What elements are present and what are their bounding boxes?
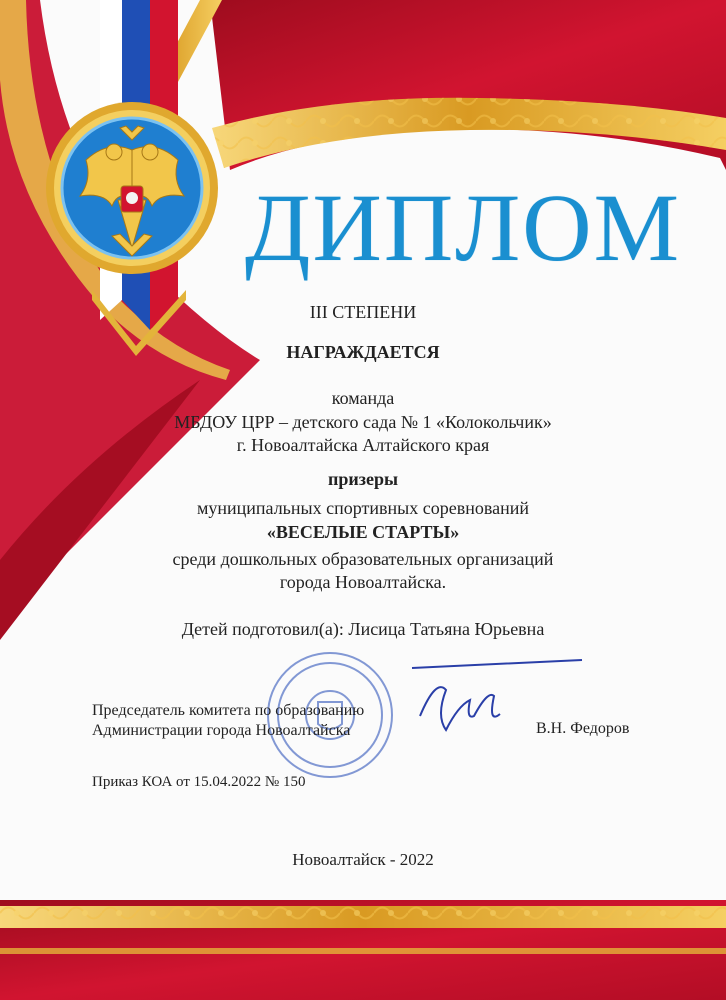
diploma-title: ДИПЛОМ [245,174,681,281]
event-name: «ВЕСЕЛЫЕ СТАРТЫ» [266,522,460,542]
chair-title-line-1: Председатель комитета по образованию [92,702,365,719]
organization-line-1: МБДОУ ЦРР – детского сада № 1 «Колокольчик» [174,412,552,432]
result-text: призеры [327,469,399,489]
chair-title-line-2: Администрации города Новоалтайска [92,722,351,739]
event-line-1: муниципальных спортивных соревнований [197,498,529,518]
chair-name: В.Н. Федоров [536,720,630,737]
event-line-2: среди дошкольных образовательных организаций [172,549,554,569]
event-line-3: города Новоалтайска. [279,572,447,592]
order-reference: Приказ КОА от 15.04.2022 № 150 [92,774,306,790]
trainer-text: Детей подготовил(а): Лисица Татьяна Юрьевна [181,619,545,639]
degree-text: III СТЕПЕНИ [309,302,417,322]
awarded-heading: НАГРАЖДАЕТСЯ [286,342,440,362]
footer-city-year: Новоалтайск - 2022 [292,850,434,869]
team-word: команда [331,388,395,408]
organization-line-2: г. Новоалтайска Алтайского края [236,435,490,455]
